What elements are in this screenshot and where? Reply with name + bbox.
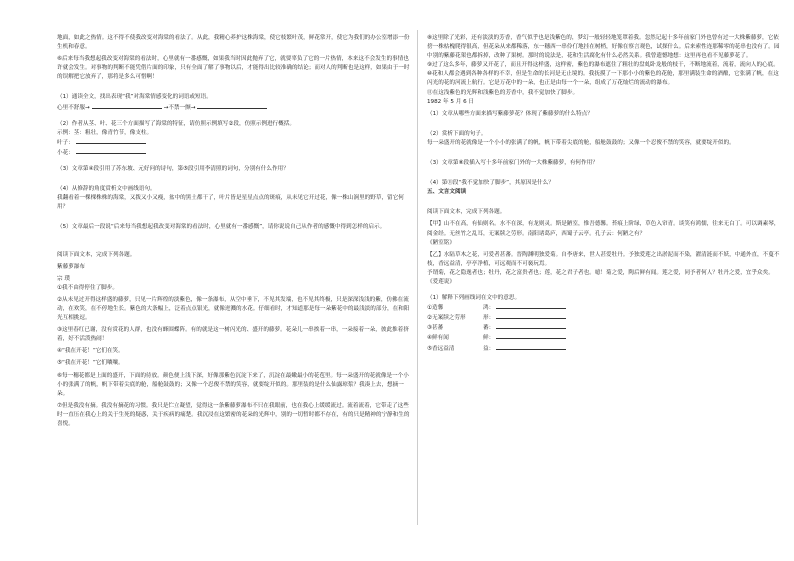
definition-list: [427, 303, 783, 353]
answer-blank[interactable]: [496, 344, 566, 350]
classical-text-yi: 【乙】水陆草木之花，可爱者甚蕃。晋陶渊明独爱菊。自李唐来，世人甚爱牡丹。予独爱莲之出淤泥而不染，濯清涟而不妖，中通外直，不蔓不枝，香远益清，亭亭净植，可远观而不可亵玩焉。: [427, 251, 780, 267]
left-column: [57, 34, 413, 429]
answer-line: [57, 138, 413, 148]
right-column: [427, 34, 783, 354]
reading-intro: 阅读下面文本，完成下列各题。: [427, 209, 506, 216]
question: （1）解释下列画线词在文中的意思。: [427, 295, 521, 302]
classical-text-yi: 予谓菊，花之隐逸者也；牡丹，花之富贵者也；莲，花之君子者也。噫！菊之爱，陶后鲜有闻。莲之爱，同予者何人？牡丹之爱，宜乎众矣。: [427, 269, 774, 276]
question: （3）文章第④段引用了苏东坡、元好问的诗句，第⑤段引用李清照的词句，分别有什么作用？: [57, 166, 289, 173]
item-label: ④鲜有闻: [427, 335, 449, 342]
item-word: 鲜：: [483, 335, 495, 342]
question: （2）作者从茎、叶、花三个方面描写了海棠的特征，请仿照示例填写②段，仿照示例进行概括。: [57, 120, 295, 127]
section-heading: 五、文言文阅读: [427, 189, 467, 196]
paragraph: ⑩花和人都会遇到各种各样的不幸，但是生命的长河是无止境的。我抚摸了一下那小小的紫色的花舱，那里满装生命的酒酿，它张满了帆，在这闪光的花的河流上航行。它是万花中的一朵，也正是由每一个一朵，组成了万花灿烂的流动的瀑布。: [427, 71, 779, 87]
answer-line: [57, 103, 413, 113]
source-title: 《爱莲说》: [427, 278, 455, 285]
paragraph: ⑧这里除了光彩，还有淡淡的芳香，香气似乎也是浅紫色的，梦幻一般轻轻地笼罩着我。忽然记起十多年前家门外也曾有过一大株紫藤萝，它依傍一株枯槐爬得很高，但花朵从来都稀落，东一穗西一串伶仃地挂在树梢，好像在察言观色，试探什么。后来索性连那稀零的花串也没有了。园中别的紫藤花架也都拆掉，改种了果树。那时的说法是，花和生活腐化有什么必然关系。我曾遗憾地想：这里再也看不见藤萝花了。: [427, 35, 780, 60]
definition-item: [427, 323, 783, 333]
question: （4）第⑪段“我不觉加快了脚步”，其原因是什么？: [427, 180, 554, 187]
classical-text-jia: 【甲】山不在高，有仙则名。水不在深，有龙则灵。斯是陋室，惟吾德馨。苔痕上阶绿，草色入帘青。谈笑有鸿儒，往来无白丁。可以调素琴，阅金经。无丝竹之乱耳，无案牍之劳形。南阳诸葛庐，西蜀子云亭。孔子云：何陋之有？: [427, 221, 780, 237]
paragraph: ⑥后来每当我想起我改变对海棠的看法时，心里就有一番感慨，如果我当时因此抛弃了它，就要辜负了它的一片热情，本来这不会发生的事情也许就会发生。对事物的判断不能凭借片面的印象，只有全面了解了事物以后，才能得出比较准确的结论；而对人的判断也是这样，如果由于一时的误解把它放弃了，那将是多么可惜啊！: [57, 56, 410, 81]
date-line: 1982 年 5 月 6 日: [427, 98, 475, 105]
quoted-text: 我翻看着一棵棵株株的海棠，又拨又小又瘦，盆中的黑土都干了，叶片皆是星星点点的斑痕，从未见它开过花，像一株山涧里的野草，留它何用？: [57, 195, 404, 211]
example: 示例：茎：粗壮，像青竹节，像支柱。: [57, 129, 153, 136]
answer-prefix: 叶子：: [57, 139, 74, 146]
paragraph: ⑥每一穗花都是上面的盛开，下面的待放。颜色便上浅下深，好像那紫色沉淀下来了，沉淀在最嫩最小的花苞里。每一朵盛开的花就像是一个小小的张满了的帆，帆下带着尖底的舱，船舱鼓鼓的；又像一个忍俊不禁的笑容，就要绽开似的。那里装的是什么仙露琼浆？我凑上去，想摘一朵。: [57, 372, 409, 397]
question: （1）通读全文，找出表现“我”对海棠情感变化的词语或短语。: [57, 94, 212, 101]
answer-blank[interactable]: [496, 313, 566, 319]
reading-intro: 阅读下面文本，完成下列各题。: [57, 251, 136, 258]
answer-mid: →不禁一颤→: [163, 104, 196, 111]
paragraph: ⑨过了这么多年，藤萝又开花了，而且开得这样盛，这样密，紫色的瀑布遮住了粗壮的盘虬卧龙般的枝干，不断地流着，流着，流向人的心底。: [427, 62, 779, 69]
question: （4）从修辞的角度赏析文中画线语句。: [57, 186, 156, 193]
item-word: 形：: [483, 315, 495, 322]
paragraph: ④“我在开花！”它们在笑。: [57, 348, 124, 355]
paragraph: ③这里春红已谢，没有赏花的人群，也没有蜂围蝶阵。有的就是这一树闪光的、盛开的藤萝。花朵儿一串挨着一串，一朵接着一朵，彼此推着挤着，好不活泼热闹！: [57, 327, 409, 343]
question: （2）赏析下面的句子。: [427, 130, 487, 137]
paragraph: ②从未见过开得这样盛的藤萝，只见一片辉煌的淡紫色，像一条瀑布，从空中垂下，不见其发端，也不见其终极，只是深深浅浅的紫，仿佛在流动，在欢笑，在不停地生长。紫色的大条幅上，泛着点点银光，就像迸溅的水花。仔细看时，才知道那是每一朵紫花中的最浅淡的部分，在和阳光互相挑逗。: [57, 296, 410, 322]
definition-item: [427, 333, 783, 343]
item-label: ①造馨: [427, 305, 444, 312]
item-word: 蕃：: [483, 325, 495, 332]
paragraph: 地面，如此之热情。这不得不使我改变对海棠的看法了。从此，我精心养护这株海棠，使它枝繁叶茂，鲜花常开，使它为我们的办公室增添一份生机和春意。: [57, 35, 410, 51]
question: （5）文章最后一段说“后来每当我想起我改变对海棠的看法时，心里就有一番感慨”，请你说说自己从作者的感慨中得到怎样的启示。: [57, 224, 386, 231]
answer-prefix: 心里不舒服→: [57, 104, 90, 111]
item-word: 益：: [483, 345, 495, 352]
source-title: 《陋室铭》: [427, 239, 455, 246]
item-label: ③甚蕃: [427, 325, 444, 332]
paragraph: ①我不由得停住了脚步。: [57, 284, 118, 291]
definition-item: [427, 313, 783, 323]
item-word: 鸿：: [483, 305, 495, 312]
answer-blank[interactable]: [92, 103, 162, 109]
definition-item: [427, 344, 783, 354]
answer-line: [57, 148, 413, 158]
definition-item: [427, 303, 783, 313]
answer-blank[interactable]: [496, 323, 566, 329]
answer-prefix: 小花：: [57, 149, 74, 156]
answer-blank[interactable]: [76, 138, 146, 144]
column-divider: [417, 30, 418, 525]
answer-blank[interactable]: [496, 333, 566, 339]
quoted-text: 每一朵盛开的花就像是一个小小的张满了的帆，帆下带着尖底的舱，船舱鼓鼓的；又像一个忍俊不禁的笑容，就要绽开似的。: [427, 139, 735, 146]
article-title: 紫藤萝瀑布: [57, 263, 85, 270]
question: （1）文章从哪些方面来描写紫藤萝花？体现了紫藤萝的什么特点？: [427, 110, 593, 117]
paragraph: ⑪在这浅紫色的光辉和浅紫色的芳香中，我不觉加快了脚步。: [427, 89, 579, 96]
answer-blank[interactable]: [76, 148, 146, 154]
paragraph: ⑦但是我没有摘。我没有摘花的习惯。我只是伫立凝望，觉得这一条紫藤萝瀑布不只在我眼前，也在我心上缓缓流过。流着流着，它带走了这些时一直压在我心上的关于生死的疑惑，关于疾病的痛楚。我沉浸在这繁密的花朵的光辉中，别的一切暂时都不存在，有的只是精神的宁静和生的喜悦。: [57, 402, 410, 427]
answer-blank[interactable]: [197, 103, 267, 109]
question: （3）文章第⑧段插入写十多年前家门外的一大株紫藤萝，有何作用？: [427, 160, 598, 167]
paragraph: ⑤“我在开花！”它们嚷嚷。: [57, 360, 124, 367]
item-label: ⑤香远益清: [427, 345, 455, 352]
answer-blank[interactable]: [496, 303, 566, 309]
item-label: ②无案牍之劳形: [427, 315, 466, 322]
article-author: 宗 璞: [57, 275, 70, 282]
